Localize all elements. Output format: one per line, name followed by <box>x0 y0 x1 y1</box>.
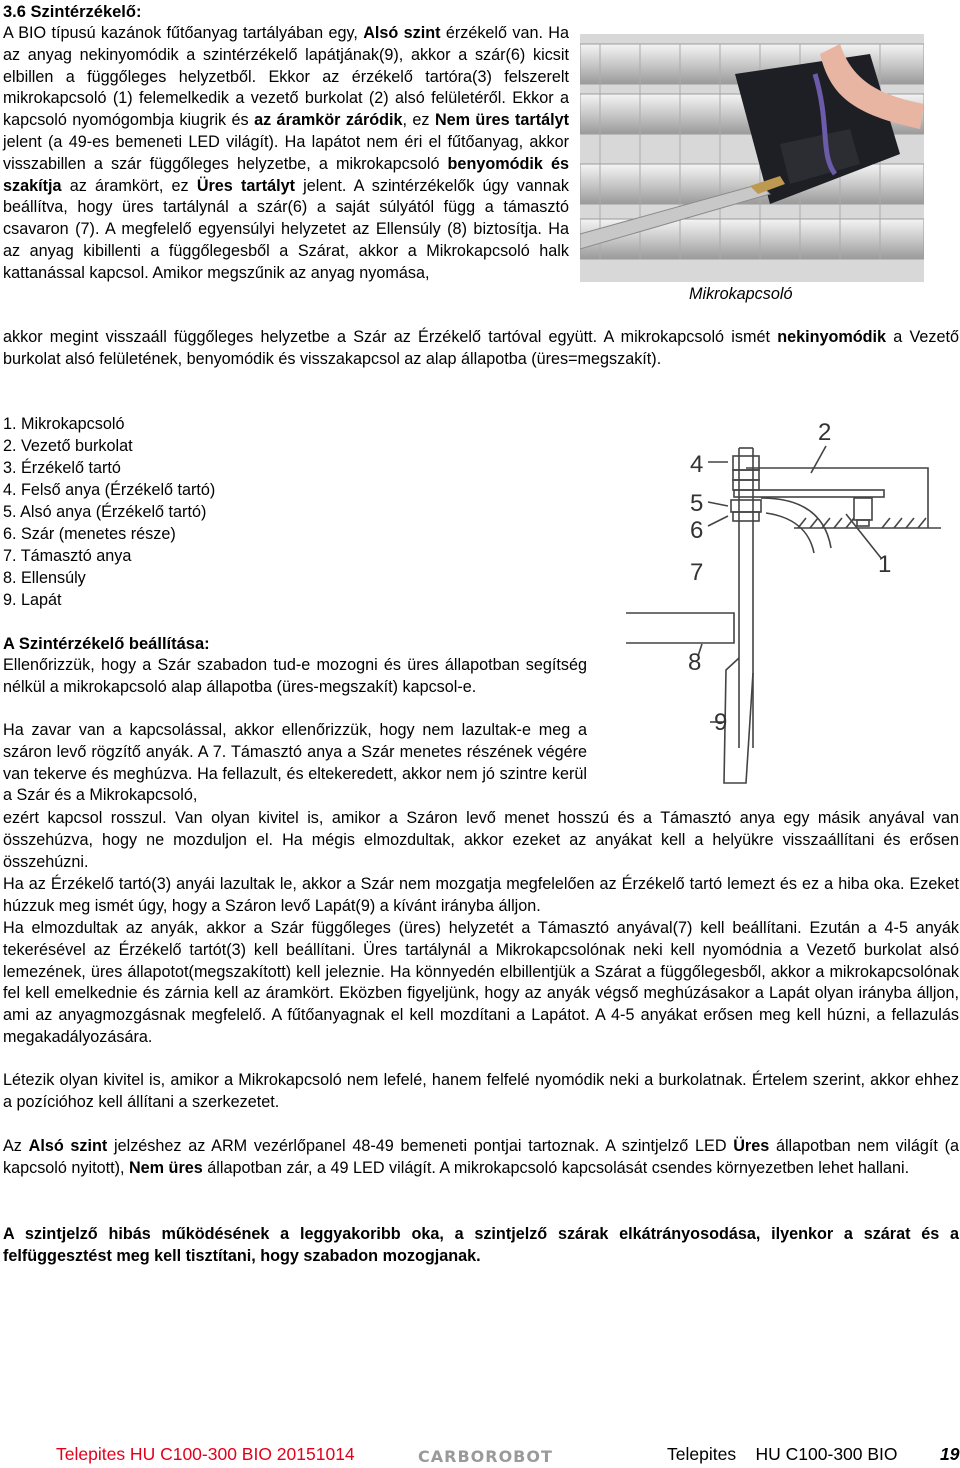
intro-continuation: akkor megint visszaáll függőleges helyzetbe a Szár az Érzékelő tartóval együtt. A mikrokapcsoló ismét nekinyomódik a Vezető burkolat alsó felületének, benyomódik és visszakapcsol az alap állapotba (üres=megszakít). <box>3 328 959 368</box>
list-item: 3. Érzékelő tartó <box>3 459 121 477</box>
diagram-label: 9 <box>714 709 728 736</box>
sensor-holder <box>734 490 884 497</box>
microswitch-photo <box>580 34 924 282</box>
list-item: 6. Szár (menetes része) <box>3 525 176 543</box>
adjust-paragraph-3: Ha az Érzékelő tartó(3) anyái lazultak le, akkor a Szár nem mozgatja megfelelően az Érzékelő tartó lemezt és ez a hiba oka. Ezeket húzzuk meg ismét úgy, hogy a Száron levő Lapát(9) a kívánt irányba álljon. <box>3 875 959 915</box>
diagram-label: 6 <box>690 517 704 544</box>
footer-right: Telepites HU C100-300 BIO <box>667 1444 898 1464</box>
list-item: 7. Támasztó anya <box>3 547 132 565</box>
list-item: 5. Alsó anya (Érzékelő tartó) <box>3 503 207 521</box>
intro-paragraph: A BIO típusú kazánok fűtőanyag tartályában egy, Alsó szint érzékelő van. Ha az anyag nekinyomódik a szintérzékelő lapátjának(9), akkor a szár(6) kicsit elbillen a függőleges helyzetből. Ekkor az érzékelő tartóra(3) felszerelt mikrokapcsoló (1) felemelkedik a vezető burkolat (2) alsó felületéről. Ekkor a kapcsoló nyomógombja kiugrik és az áramkör záródik, ez Nem üres tartályt jelent (a 49-es bemeneti LED világít). Ha lapátot nem éri el fűtőanyag, akkor visszabillen a szár függőleges helyzetbe, a mikrokapcsoló benyomódik és szakítja az áramkört, ez Üres tartályt jelent. A szintérzékelők úgy vannak beállítva, hogy üres tartálynál a szár(6) a saját súlyától függ a támasztó csavaron (7). A megfelelő egyensúlyi helyzetet az Ellensúly (8) biztosítja. Ha az anyag kibillenti a függőlegesből a Szárat, akkor a Mikrokapcsoló halk kattanással kapcsol. Amikor megszűnik az anyag nyomása, <box>3 24 569 282</box>
footer-left: Telepites HU C100-300 BIO 20151014 <box>56 1444 355 1464</box>
list-item: 1. Mikrokapcsoló <box>3 415 125 433</box>
adjust-paragraph-6: Az Alsó szint jelzéshez az ARM vezérlőpanel 48-49 bemeneti pontjai tartoznak. A szintjelző LED Üres állapotban nem világít (a kapcsoló nyitott), Nem üres állapotban zár, a 49 LED világít. A mikrokapcsoló kapcsolását csendes környezetben lehet hallani. <box>3 1137 959 1177</box>
adjust-heading: A Szintérzékelő beállítása: <box>3 635 210 653</box>
list-item: 4. Felső anya (Érzékelő tartó) <box>3 481 216 499</box>
lower-nut <box>731 500 761 512</box>
parts-list <box>3 414 215 612</box>
level-sensor-diagram <box>606 418 946 798</box>
diagram-label: 8 <box>688 649 702 676</box>
list-item: 9. Lapát <box>3 591 62 609</box>
microswitch <box>854 498 872 520</box>
adjust-paragraph-7: A szintjelző hibás működésének a leggyakoribb oka, a szintjelző szárak elkátrányosodása, ilyenkor a szárat és a felfüggesztést meg kell tisztítani, hogy szabadon mozogjanak. <box>3 1225 959 1265</box>
section-heading: 3.6 Szintérzékelő: <box>3 3 142 21</box>
diagram-label: 5 <box>690 490 704 517</box>
footer-logo: CARBOROBOT <box>418 1447 553 1466</box>
page-number: 19 <box>940 1444 960 1464</box>
microswitch-photo-drawing <box>580 34 924 282</box>
diagram-label: 4 <box>690 451 704 478</box>
diagram-label: 1 <box>878 551 892 578</box>
photo-caption: Mikrokapcsoló <box>689 285 793 303</box>
adjust-paragraph-2: Ha zavar van a kapcsolással, akkor ellenőrizzük, hogy nem lazultak-e meg a száron levő rögzítő anyák. A 7. Támasztó anya a Szár menetes részének végére van tekerve és meghúzva. Ha fellazult, és eltekeredett, akkor nem jó szintre kerül a Szár és a Mikrokapcsoló, <box>3 721 587 805</box>
list-item: 8. Ellensúly <box>3 569 86 587</box>
adjust-paragraph-4: Ha elmozdultak az anyák, akkor a Szár függőleges (üres) helyzetét a Támasztó anyával(7) kell beállítani. Ezután a 4-5 anyák tekerésével az Érzékelő tartót(3) kell beállítani. Üres tartálynál a Mikrokapcsolónak neki kell nyomódnia a Vezető burkolat alsó lemezének, üres állapotot(megszakított) kell jeleznie. Ha könnyedén elbillentjük a Szárat a függőlegesből, akkor a mikrokapcsolónak fel kell emelkednie és zárnia kell az áramkört. Eközben figyeljünk, hogy az anyák végső meghúzásakor a Lapát olyan irányba álljon, ami az anyagmozgásnak megfelelő. A fűtőanyagnak el kell mozdítani a Lapátot. A 4-5 anyákat erősen meg kell húzni, a fellazulás megakadályozására. <box>3 919 959 1046</box>
counterweight <box>626 613 734 643</box>
adjust-paragraph-2-cont: ezért kapcsol rosszul. Van olyan kivitel is, amikor a Száron levő menet hosszú és a Támasztó anya egy másik anyával van összehúzva, hogy ne mozduljon el. Ha mégis elmozdultak, akkor ezeket az anyákat kell a helyükre visszaállítani és erősen összehúzni. <box>3 809 959 871</box>
diagram-label: 7 <box>690 559 704 586</box>
diagram-label: 2 <box>818 419 832 446</box>
list-item: 2. Vezető burkolat <box>3 437 133 455</box>
adjust-paragraph-1: Ellenőrizzük, hogy a Szár szabadon tud-e mozogni és üres állapotban segítség nélkül a mikrokapcsoló alap állapotba (üres-megszakít) kapcsol-e. <box>3 656 587 696</box>
adjust-paragraph-5: Létezik olyan kivitel is, amikor a Mikrokapcsoló nem lefelé, hanem felfelé nyomódik neki a burkolatnak. Értelem szerint, akkor ehhez a pozícióhoz kell állítani a szerkezetet. <box>3 1071 959 1111</box>
